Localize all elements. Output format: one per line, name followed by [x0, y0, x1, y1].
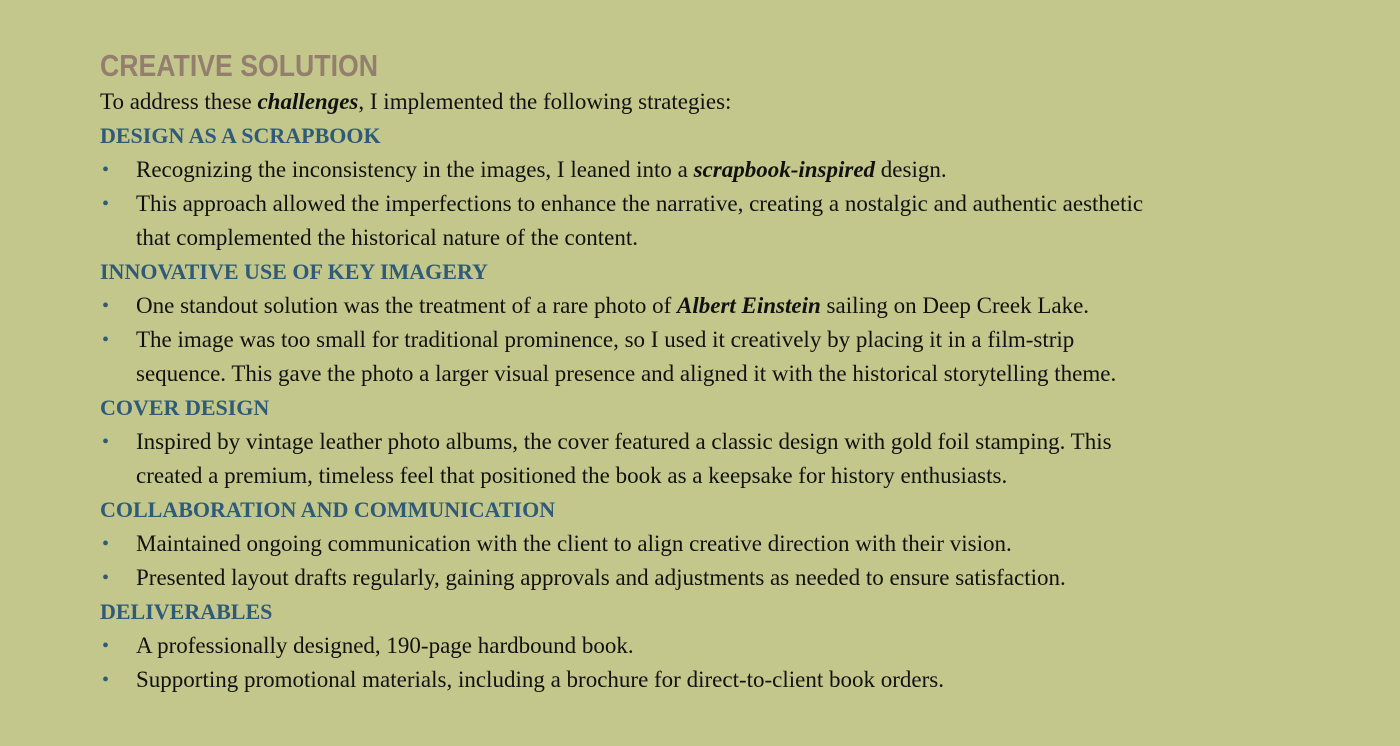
list-item — [100, 323, 1360, 391]
item-text: A professionally designed, 190-page hardbound book. — [136, 633, 634, 658]
subheading-cover-design: COVER DESIGN — [100, 395, 270, 420]
intro-emphasis: challenges — [257, 89, 359, 114]
bullet-icon: • — [102, 567, 110, 589]
list-item — [100, 561, 1360, 595]
item-text: This approach allowed the imperfections to enhance the narrative, creating a nostalgic and authentic aesthetic — [136, 191, 1144, 216]
content — [100, 47, 1360, 697]
subheading-scrapbook: DESIGN AS A SCRAPBOOK — [100, 123, 381, 148]
bullet-icon: • — [102, 431, 110, 453]
item-text: Inspired by vintage leather photo albums, the cover featured a classic design with gold foil stamping. This — [136, 429, 1112, 454]
list-item — [100, 289, 1360, 323]
item-text: that complemented the historical nature of the content. — [136, 225, 638, 250]
intro-part: To address these — [100, 89, 258, 114]
list-item — [100, 527, 1360, 561]
item-text: Supporting promotional materials, including a brochure for direct-to-client book orders. — [136, 667, 944, 692]
item-text: Maintained ongoing communication with the client to align creative direction with their vision. — [136, 531, 1012, 556]
subheading-collaboration: COLLABORATION AND COMMUNICATION — [100, 497, 556, 522]
list-item — [100, 425, 1360, 493]
bullet-icon: • — [102, 329, 110, 351]
item-text: sequence. This gave the photo a larger visual presence and aligned it with the historical storytelling theme. — [136, 361, 1117, 386]
subheading-deliverables: DELIVERABLES — [100, 599, 273, 624]
item-emphasis: Albert Einstein — [677, 293, 821, 318]
item-emphasis: scrapbook-inspired — [693, 157, 876, 182]
list-item — [100, 153, 1360, 187]
item-text: Recognizing the inconsistency in the images, I leaned into a — [136, 157, 694, 182]
item-text: sailing on Deep Creek Lake. — [820, 293, 1090, 318]
bullet-icon: • — [102, 533, 110, 555]
item-text: created a premium, timeless feel that positioned the book as a keepsake for history enthusiasts. — [136, 463, 1008, 488]
list-item — [100, 187, 1360, 255]
bullet-icon: • — [102, 669, 110, 691]
item-text: Presented layout drafts regularly, gaining approvals and adjustments as needed to ensure satisfaction. — [136, 565, 1066, 590]
bullet-icon: • — [102, 193, 110, 215]
item-text: design. — [875, 157, 947, 182]
intro-part: , I implemented the following strategies: — [358, 89, 732, 114]
intro-text — [100, 85, 1360, 119]
list-item — [100, 629, 1360, 663]
bullet-icon: • — [102, 295, 110, 317]
bullet-icon: • — [102, 635, 110, 657]
item-text: The image was too small for traditional prominence, so I used it creatively by placing it in a film-strip — [136, 327, 1075, 352]
list-item — [100, 663, 1360, 697]
subheading-key-imagery: INNOVATIVE USE OF KEY IMAGERY — [100, 259, 488, 284]
section-title: CREATIVE SOLUTION — [100, 48, 378, 83]
item-text: One standout solution was the treatment of a rare photo of — [136, 293, 677, 318]
bullet-icon: • — [102, 159, 110, 181]
